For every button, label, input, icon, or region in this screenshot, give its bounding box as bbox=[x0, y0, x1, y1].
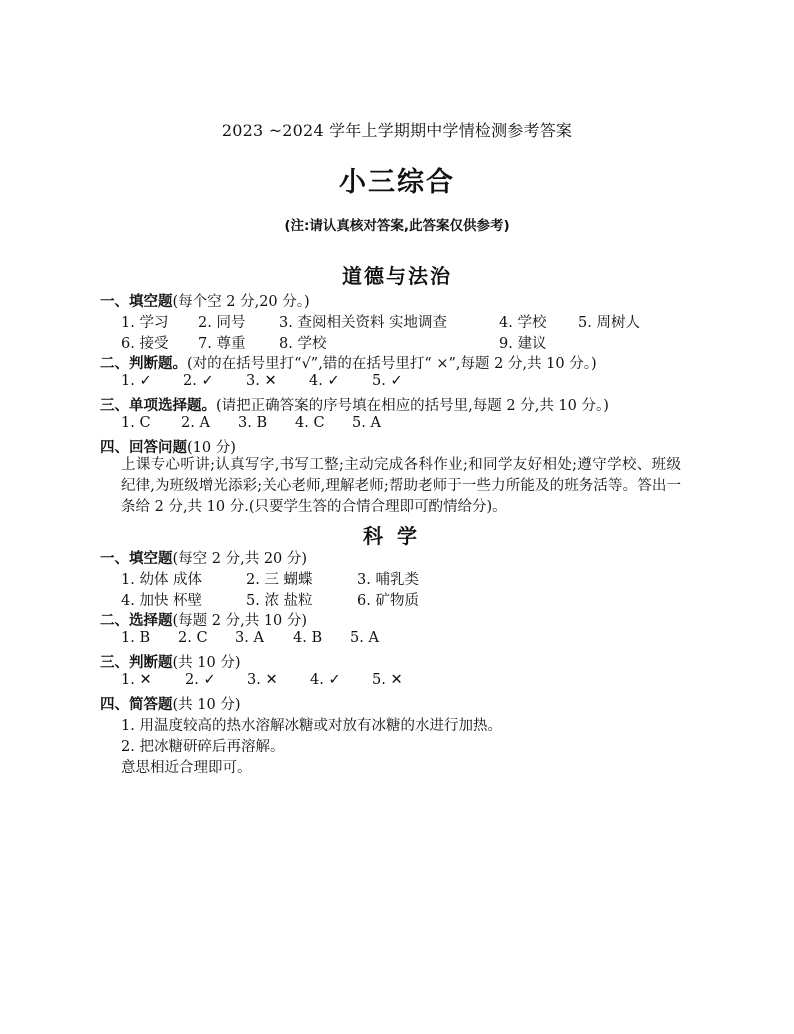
answer-item: 2. ✓ bbox=[183, 373, 214, 389]
question-description: (每空 2 分,共 20 分) bbox=[172, 551, 308, 567]
answer-item: 3. 哺乳类 bbox=[357, 572, 419, 588]
answer-item: 4. 加快 杯壁 bbox=[121, 593, 203, 609]
question-heading bbox=[100, 547, 307, 568]
question-heading bbox=[100, 352, 597, 373]
answer-item: 1. B bbox=[121, 630, 151, 646]
answer-paragraph: 上课专心听讲;认真写字,书写工整;主动完成各科作业;和同学友好相处;遵守学校、班级纪律,为班级增光添彩;关心老师,理解老师;帮助老师于一些力所能及的班务活等。答出一条给 2 分,共 10 分.(只要学生答的合情合理即可酌情给分)。 bbox=[121, 457, 681, 515]
answer-item: 7. 尊重 bbox=[198, 336, 246, 352]
question-heading bbox=[100, 290, 310, 311]
answer-item: 5. 浓 盐粒 bbox=[246, 593, 313, 609]
question-description: (每个空 2 分,20 分。) bbox=[172, 294, 310, 310]
question-label: 一、填空题 bbox=[100, 551, 173, 567]
answer-item: 2. 同号 bbox=[198, 315, 246, 331]
answer-line: 2. 把冰糖研碎后再溶解。 bbox=[121, 739, 285, 755]
question-description: (请把正确答案的序号填在相应的括号里,每题 2 分,共 10 分。) bbox=[216, 398, 609, 414]
answer-item: 5. A bbox=[352, 415, 381, 431]
answer-item: 2. ✓ bbox=[185, 672, 216, 688]
question-description: (共 10 分) bbox=[172, 655, 241, 671]
answer-item: 1. ✕ bbox=[121, 672, 152, 688]
answer-item: 4. C bbox=[295, 415, 325, 431]
answer-item: 1. 幼体 成体 bbox=[121, 572, 203, 588]
answer-line: 1. 用温度较高的热水溶解冰糖或对放有冰糖的水进行加热。 bbox=[121, 718, 502, 734]
question-heading bbox=[100, 394, 609, 415]
question-label: 二、选择题 bbox=[100, 613, 173, 629]
answer-item: 6. 矿物质 bbox=[357, 593, 419, 609]
answer-item: 2. A bbox=[181, 415, 210, 431]
question-label: 一、填空题 bbox=[100, 294, 173, 310]
question-label: 三、单项选择题。 bbox=[100, 398, 216, 414]
question-description: (共 10 分) bbox=[172, 697, 241, 713]
answer-item: 2. 三 蝴蝶 bbox=[246, 572, 313, 588]
answer-item: 4. ✓ bbox=[310, 672, 341, 688]
answer-line: 意思相近合理即可。 bbox=[121, 760, 252, 776]
answer-item: 1. C bbox=[121, 415, 151, 431]
section-title-science: 科学 bbox=[363, 524, 431, 548]
answer-item: 3. ✕ bbox=[246, 373, 277, 389]
answer-item: 4. ✓ bbox=[309, 373, 340, 389]
question-heading bbox=[100, 693, 240, 714]
answer-item: 3. B bbox=[238, 415, 268, 431]
question-description: (10 分) bbox=[187, 440, 236, 456]
document-title: 2023 ~2024 学年上学期期中学情检测参考答案 bbox=[221, 121, 573, 140]
answer-item: 8. 学校 bbox=[279, 336, 327, 352]
question-heading bbox=[100, 651, 240, 672]
answer-item: 1. ✓ bbox=[121, 373, 152, 389]
question-heading bbox=[100, 436, 236, 457]
answer-item: 2. C bbox=[178, 630, 208, 646]
answer-item: 6. 接受 bbox=[121, 336, 169, 352]
question-heading bbox=[100, 609, 307, 630]
answer-item: 3. A bbox=[235, 630, 264, 646]
answer-item: 4. B bbox=[293, 630, 323, 646]
document-subtitle: 小三综合 bbox=[339, 167, 455, 198]
answer-item: 4. 学校 bbox=[499, 315, 547, 331]
answer-item: 3. 查阅相关资料 实地调查 bbox=[279, 315, 448, 331]
question-label: 四、回答问题 bbox=[100, 440, 187, 456]
answer-item: 5. A bbox=[350, 630, 379, 646]
section-title-morality: 道德与法治 bbox=[342, 264, 452, 288]
answer-item: 3. ✕ bbox=[247, 672, 278, 688]
question-label: 三、判断题 bbox=[100, 655, 173, 671]
question-label: 四、简答题 bbox=[100, 697, 173, 713]
document-note: (注:请认真核对答案,此答案仅供参考) bbox=[284, 218, 510, 234]
answer-item: 5. ✕ bbox=[372, 672, 403, 688]
answer-item: 5. 周树人 bbox=[578, 315, 640, 331]
question-description: (对的在括号里打“√”,错的在括号里打“ ×”,每题 2 分,共 10 分。) bbox=[187, 356, 597, 372]
answer-item: 9. 建议 bbox=[499, 336, 547, 352]
question-description: (每题 2 分,共 10 分) bbox=[172, 613, 308, 629]
answer-item: 1. 学习 bbox=[121, 315, 169, 331]
answer-item: 5. ✓ bbox=[372, 373, 403, 389]
question-label: 二、判断题。 bbox=[100, 356, 187, 372]
